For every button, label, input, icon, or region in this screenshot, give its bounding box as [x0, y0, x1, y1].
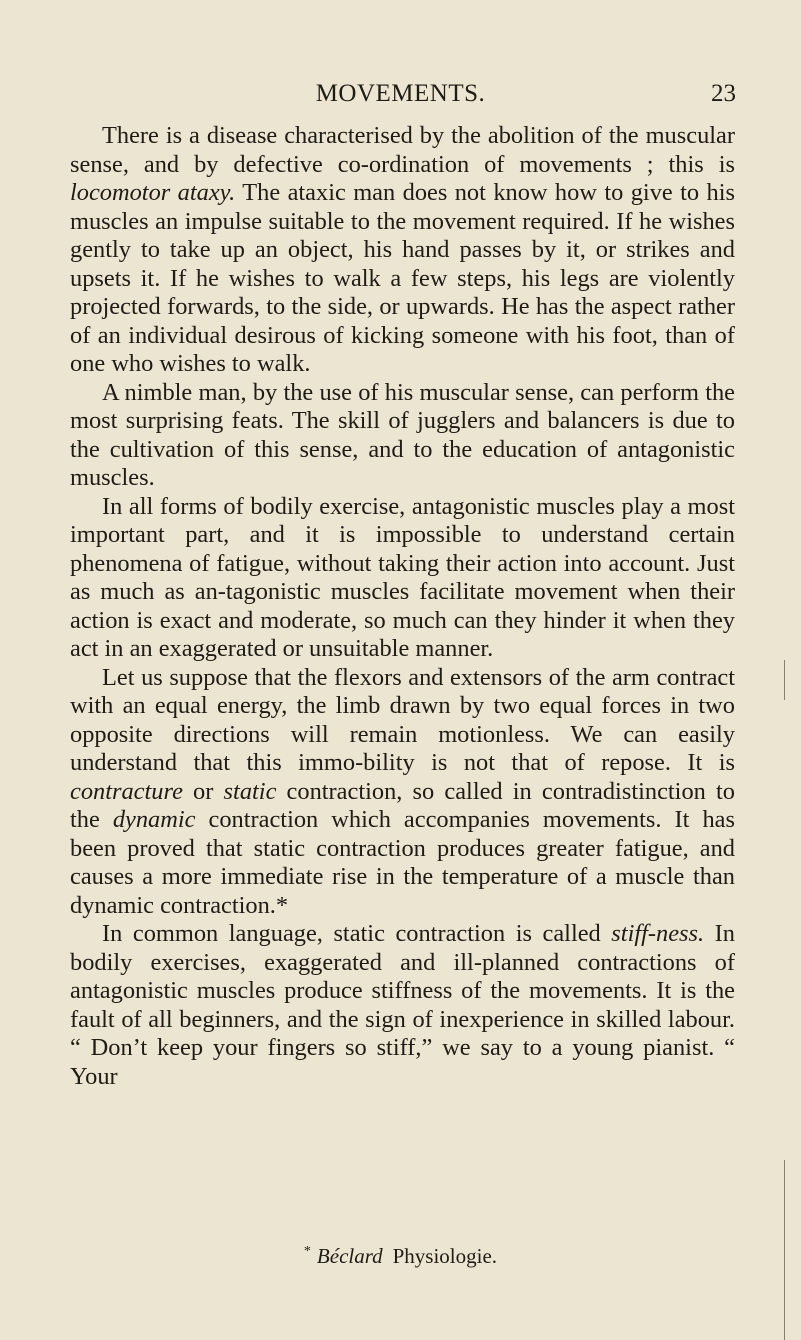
p4-text-or: or — [182, 777, 224, 805]
p5-text-a: In common language, static contraction is called — [102, 920, 612, 947]
footnote-mark: * — [303, 1244, 311, 1259]
p1-italic: locomotor ataxy. — [70, 179, 236, 206]
footnote — [0, 1244, 801, 1269]
p4-text-b: contraction, so called in contradistinction to the — [70, 777, 735, 833]
running-title: MOVEMENTS. — [315, 80, 486, 107]
p4-italic-contracture: contracture — [70, 777, 183, 805]
footnote-author: Béclard — [316, 1244, 383, 1268]
p5-italic: stiff-ness. — [611, 920, 705, 947]
p5-text-b: In bodily exercises, exaggerated and ill-planned contractions of antagonistic muscles produce stiffness of the movements. It is the fault of all beginners, and the sign of inexperience in skilled labour. “ Don’t keep your fingers so stiff,” we say to a young pianist. “ Your — [70, 920, 735, 1090]
paragraph-1 — [70, 122, 735, 379]
page-edge-mark — [784, 660, 785, 700]
p1-text-b: The ataxic man does not know how to give to his muscles an impulse suitable to the movement required. If he wishes gently to take up an object, his hand passes by it, or strikes and upsets it. If he wishes to walk a few steps, his legs are violently projected forwards, to the side, or upwards. He has the aspect rather of an individual desirous of kicking someone with his foot, than of one who wishes to walk. — [70, 179, 735, 377]
page-number: 23 — [711, 80, 736, 107]
p4-italic-dynamic: dynamic — [112, 806, 196, 833]
page-edge-mark — [784, 1160, 785, 1340]
body-text — [70, 122, 735, 1091]
paragraph-5 — [70, 920, 735, 1091]
footnote-work: Physiologie. — [392, 1244, 498, 1268]
p1-text-a: There is a disease characterised by the abolition of the muscular sense, and by defective co-ordination of movements ; this is — [70, 122, 735, 178]
page-header — [0, 80, 801, 114]
p4-text-c: contraction which accompanies movements. It has been proved that static contraction produces greater fatigue, and causes a more immediate rise in the temperature of a muscle than dynamic contraction.* — [70, 806, 735, 919]
paragraph-3 — [70, 493, 735, 664]
p4-italic-static: static — [223, 777, 277, 805]
paragraph-2 — [70, 379, 735, 493]
paragraph-4 — [70, 664, 735, 921]
p3-text: In all forms of bodily exercise, antagonistic muscles play a most important part, and it is impossible to understand certain phenomena of fatigue, without taking their action into account. Just as much as an-tagonistic muscles facilitate movement when their action is exact and moderate, so much can they hinder it when they act in an exaggerated or unsuitable manner. — [70, 492, 735, 662]
p2-text: A nimble man, by the use of his muscular sense, can perform the most surprising feats. The skill of jugglers and balancers is due to the cultivation of this sense, and to the education of antagonistic muscles. — [70, 378, 735, 491]
p4-text-a: Let us suppose that the flexors and extensors of the arm contract with an equal energy, the limb drawn by two equal forces in two opposite directions will remain motionless. We can easily understand that this immo-bility is not that of repose. It is — [70, 663, 735, 776]
